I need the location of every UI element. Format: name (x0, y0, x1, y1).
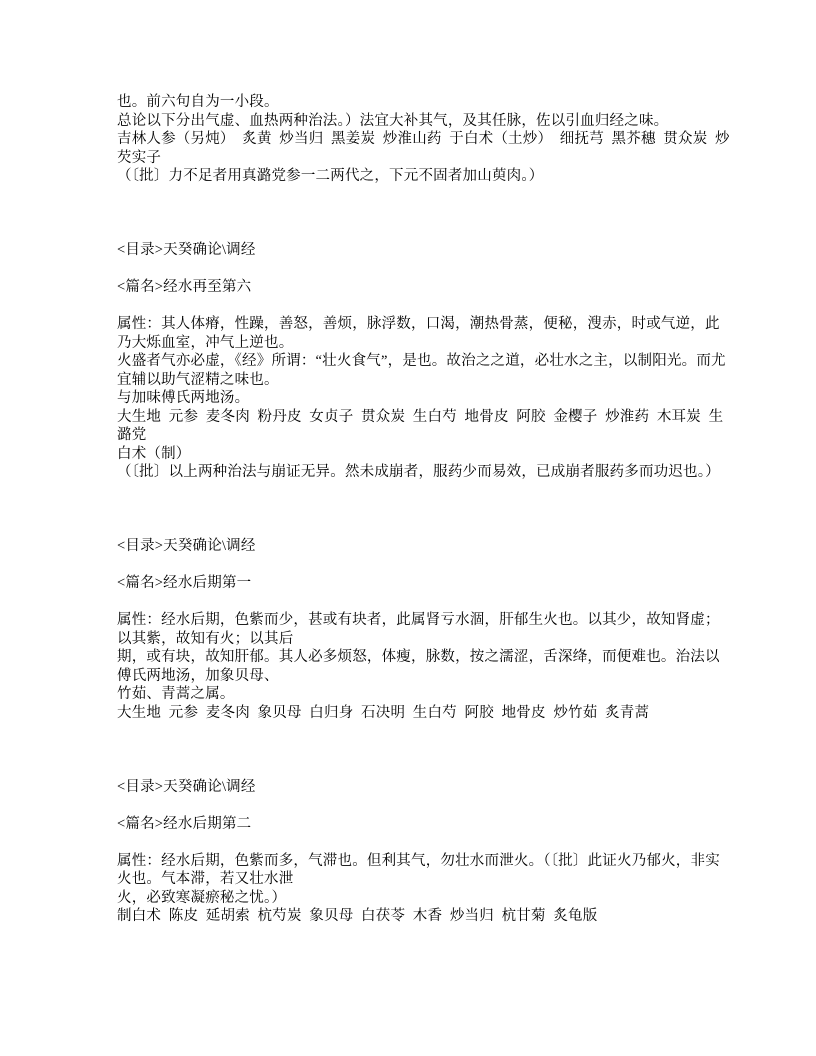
text-line: 总论以下分出气虚、血热两种治法。）法宜大补其气，及其任脉，佐以引血归经之味。 (117, 112, 669, 129)
text-line: 宜辅以助气涩精之味也。 (117, 371, 279, 388)
herb-list-line: 吉林人参（另炖） 炙黄 炒当归 黑姜炭 炒淮山药 于白术（土炒） 细抚芎 黑芥穗 贯众炭 炒 (117, 131, 730, 147)
herb-list-line: 芡实子 (117, 149, 162, 166)
text-line: 火也。气本滞，若又壮水泄 (117, 871, 294, 887)
blank-line (117, 223, 706, 242)
text-line: 期，或有块，故知肝郁。其人必多烦怒，体瘦，脉数，按之濡涩，舌深绛，而便难也。治法以 (117, 649, 720, 665)
blank-line (117, 556, 706, 575)
blank-line (117, 833, 706, 852)
blank-line (117, 722, 706, 741)
text-line: 火，必致寒凝瘀秘之忧。） (117, 889, 287, 906)
blank-line (117, 796, 706, 815)
text-line: 属性：经水后期，色紫而多，气滞也。但利其气，勿壮水而泄火。（〔批〕此证火乃郁火，非实 (117, 852, 720, 869)
herb-list-line: 大生地 元参 麦冬肉 粉丹皮 女贞子 贯众炭 生白芍 地骨皮 阿胶 金樱子 炒淮药 木耳炭 生 (117, 408, 724, 425)
text-line: 火盛者气亦必虚，《经》所谓：“壮火食气”，是也。故治之之道，必壮水之主，以制阳光。而尤 (117, 353, 726, 369)
blank-line (117, 519, 706, 538)
annotation-line: （〔批〕以上两种治法与崩证无异。然未成崩者，服药少而易效，已成崩者服药多而功迟也。） (117, 464, 720, 480)
chapter-title-line: <篇名>经水再至第六 (117, 279, 252, 295)
blank-line (117, 741, 706, 760)
herb-list-line: 白术（制） (117, 445, 191, 462)
blank-line (117, 482, 706, 501)
blank-line (117, 204, 706, 223)
blank-line (117, 260, 706, 279)
text-line: 傅氏两地汤，加象贝母、 (117, 667, 279, 684)
blank-line (117, 500, 706, 519)
document-text-body (117, 93, 730, 926)
herb-list-line: 潞党 (117, 427, 147, 443)
annotation-line: （〔批〕力不足者用真潞党参一二两代之，下元不固者加山萸肉。） (117, 168, 544, 184)
text-line: 乃大烁血室，冲气上逆也。 (117, 334, 294, 351)
herb-list-line: 大生地 元参 麦冬肉 象贝母 白归身 石决明 生白芍 阿胶 地骨皮 炒竹茹 炙青蒿 (117, 704, 650, 721)
chapter-title-line: <篇名>经水后期第二 (117, 815, 252, 832)
catalog-line: <目录>天癸确论\调经 (117, 778, 256, 795)
blank-line (117, 186, 706, 205)
text-line: 属性：经水后期，色紫而少，甚或有块者，此属肾亏水涸，肝郁生火也。以其少，故知肾虚； (117, 612, 720, 628)
blank-line (117, 593, 706, 612)
text-line: 以其紫，故知有火；以其后 (117, 630, 294, 647)
chapter-title-line: <篇名>经水后期第一 (117, 575, 252, 591)
herb-list-line: 制白术 陈皮 延胡索 杭芍炭 象贝母 白茯苓 木香 炒当归 杭甘菊 炙龟版 (117, 908, 598, 924)
text-line: 属性：其人体瘠，性躁，善怒，善烦，脉浮数，口渴，潮热骨蒸，便秘，溲赤，时或气逆，此 (117, 316, 720, 332)
catalog-line: <目录>天癸确论\调经 (117, 538, 256, 554)
blank-line (117, 297, 706, 316)
text-line: 也。前六句自为一小段。 (117, 94, 279, 110)
catalog-line: <目录>天癸确论\调经 (117, 242, 256, 258)
text-line: 与加味傅氏两地汤。 (117, 390, 250, 406)
text-line: 竹茹、青蒿之属。 (117, 686, 235, 702)
blank-line (117, 759, 706, 778)
